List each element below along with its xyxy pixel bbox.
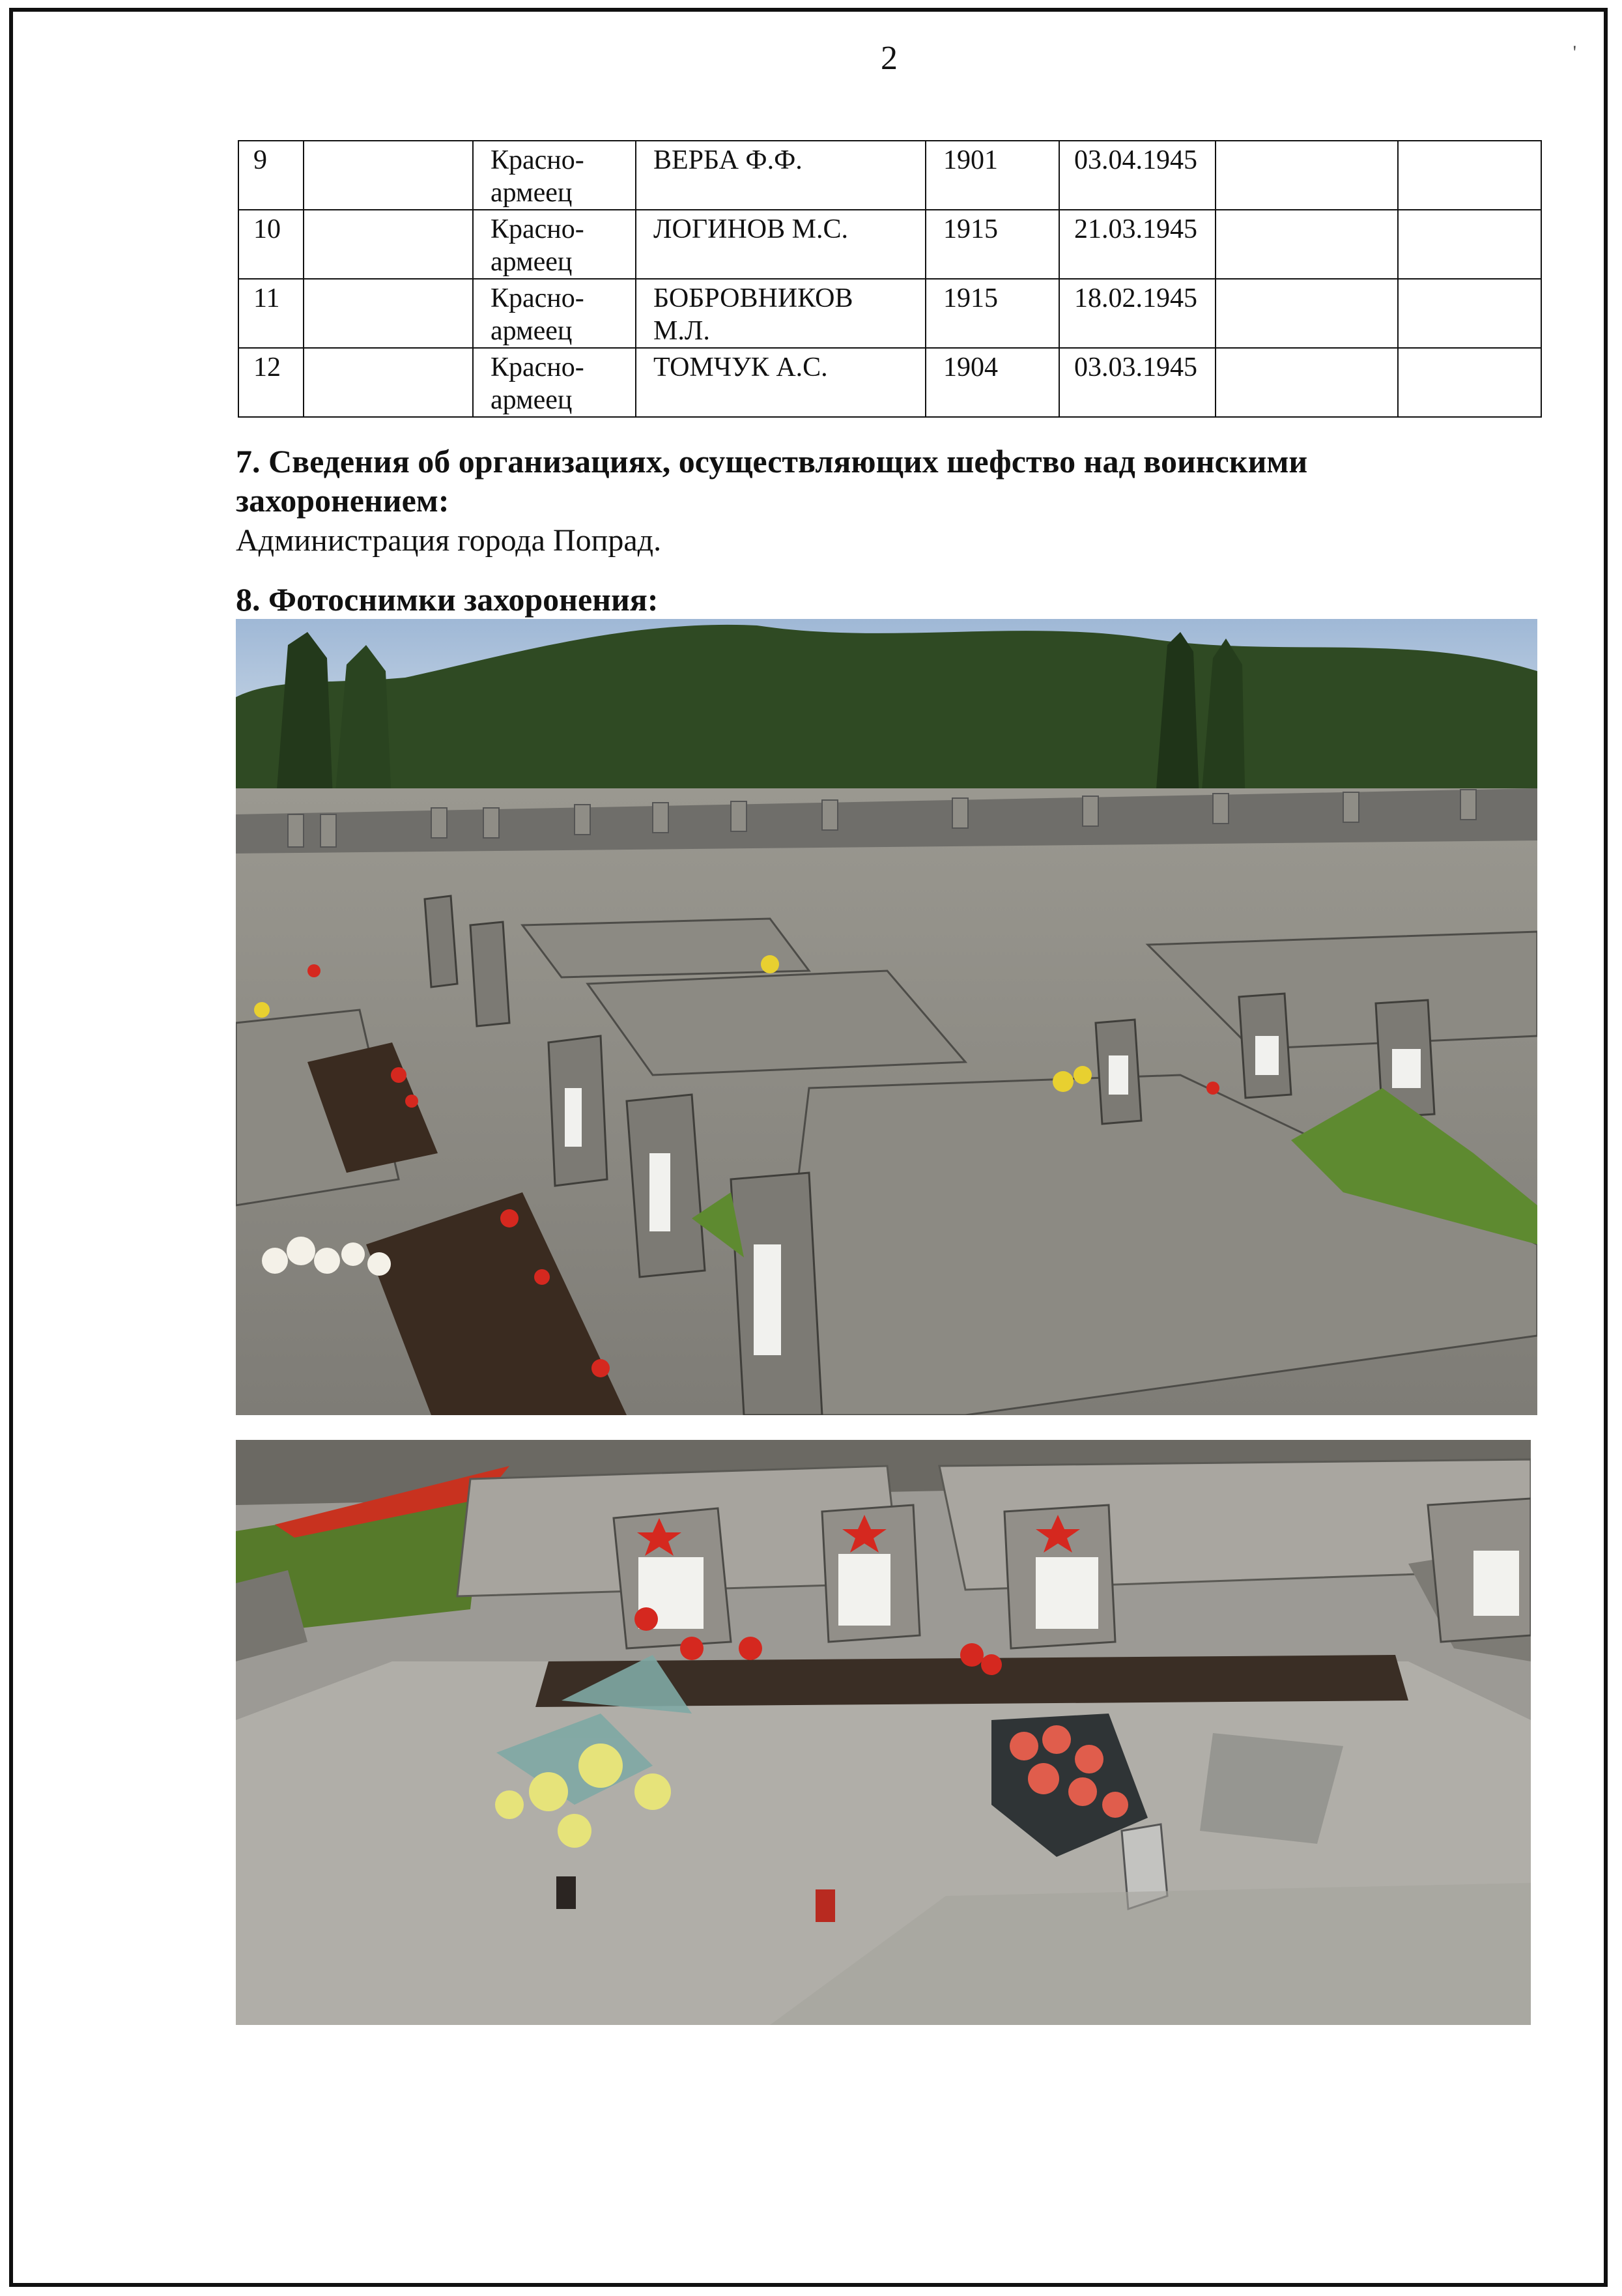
cell-extra-1	[1216, 279, 1398, 348]
table-row	[238, 279, 1541, 348]
cell-extra-2	[1398, 348, 1541, 417]
section7-heading: 7. Сведения об организациях, осуществляющих шефство над воинскими захоронением:	[236, 443, 1308, 519]
cell-place	[304, 141, 473, 210]
cell-birth-year: 1915	[926, 210, 1059, 279]
section8-heading: 8. Фотоснимки захоронения:	[236, 581, 659, 618]
burial-table	[238, 140, 1542, 418]
cell-extra-1	[1216, 210, 1398, 279]
cell-death-date: 21.03.1945	[1059, 210, 1216, 279]
cell-number: 12	[238, 348, 304, 417]
table-body	[238, 141, 1541, 417]
cell-extra-2	[1398, 279, 1541, 348]
page-number: 2	[881, 40, 898, 77]
cell-place	[304, 348, 473, 417]
cell-birth-year: 1915	[926, 279, 1059, 348]
cell-rank: Красно- армеец	[473, 279, 636, 348]
table-row	[238, 210, 1541, 279]
cell-rank: Красно- армеец	[473, 141, 636, 210]
table-row	[238, 348, 1541, 417]
table-row	[238, 141, 1541, 210]
cemetery-photo-2	[236, 1440, 1531, 2025]
section7-text: Администрация города Попрад.	[236, 523, 662, 558]
cell-rank: Красно- армеец	[473, 348, 636, 417]
cell-place	[304, 210, 473, 279]
cell-place	[304, 279, 473, 348]
cell-name: ВЕРБА Ф.Ф.	[636, 141, 926, 210]
cell-birth-year: 1901	[926, 141, 1059, 210]
cell-extra-2	[1398, 210, 1541, 279]
cell-name: ТОМЧУК А.С.	[636, 348, 926, 417]
cell-number: 11	[238, 279, 304, 348]
cell-number: 9	[238, 141, 304, 210]
cell-extra-1	[1216, 348, 1398, 417]
cell-death-date: 03.04.1945	[1059, 141, 1216, 210]
cell-name: БОБРОВНИКОВ М.Л.	[636, 279, 926, 348]
cell-birth-year: 1904	[926, 348, 1059, 417]
cell-extra-2	[1398, 141, 1541, 210]
cell-rank: Красно- армеец	[473, 210, 636, 279]
cemetery-photo-1	[236, 619, 1537, 1415]
cell-number: 10	[238, 210, 304, 279]
cell-extra-1	[1216, 141, 1398, 210]
cell-name: ЛОГИНОВ М.С.	[636, 210, 926, 279]
cell-death-date: 03.03.1945	[1059, 348, 1216, 417]
cell-death-date: 18.02.1945	[1059, 279, 1216, 348]
corner-mark: '	[1572, 42, 1576, 63]
